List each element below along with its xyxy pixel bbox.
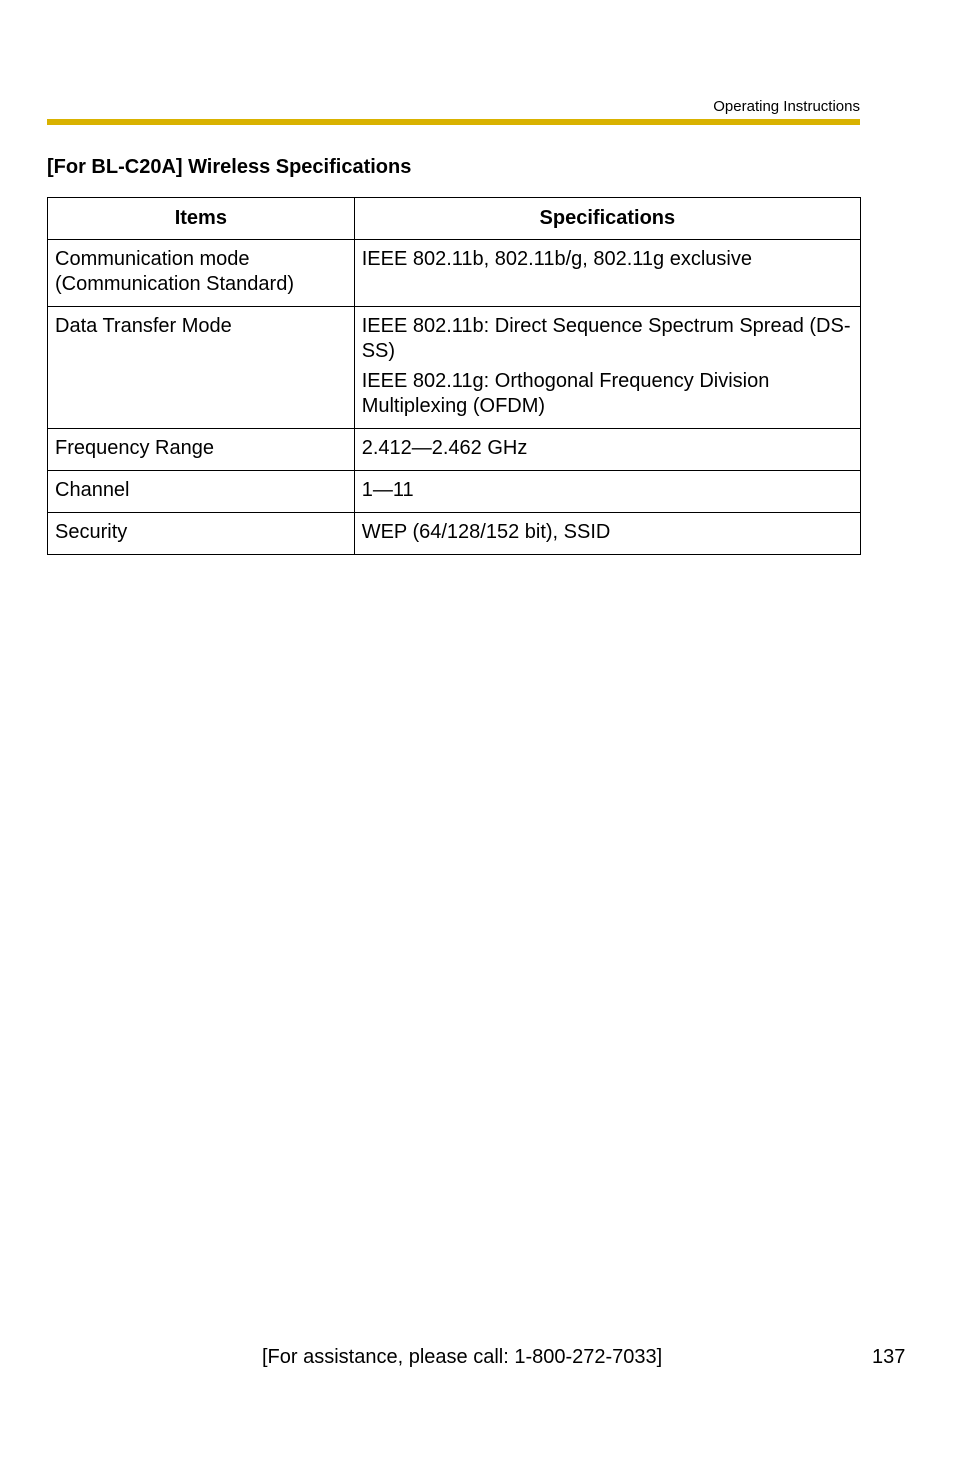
table-row [48,471,861,513]
item-cell [48,513,355,555]
item-cell [48,471,355,513]
item-text: Communication mode [55,248,250,270]
page-number: 137 [872,1346,906,1368]
spec-text: IEEE 802.11g: Orthogonal Frequency Division Multiplexing (OFDM) [361,370,770,417]
spec-cell [354,240,860,307]
spec-text: 1—11 [361,479,414,501]
spec-text: 2.412—2.462 GHz [361,437,528,459]
column-header-specifications: Specifications [354,198,860,240]
table-header-row [48,198,861,240]
item-text: (Communication Standard) [55,273,294,295]
item-text: Frequency Range [55,437,214,459]
running-header: Operating Instructions [713,98,860,115]
item-cell [48,429,355,471]
item-cell [48,240,355,307]
column-header-items: Items [48,198,355,240]
section-title: [For BL-C20A] Wireless Specifications [47,156,412,178]
spec-cell [354,429,860,471]
spec-text: IEEE 802.11b: Direct Sequence Spectrum Spread (DS-SS) [361,315,851,362]
table-row [48,240,861,307]
header-rule [47,119,860,125]
table-row [48,307,861,429]
item-text: Security [55,521,128,543]
spec-text: IEEE 802.11b, 802.11b/g, 802.11g exclusive [361,248,752,270]
table-row [48,429,861,471]
item-cell [48,307,355,429]
specifications-table [47,197,861,555]
assistance-footer: [For assistance, please call: 1-800-272-7033] [262,1346,663,1368]
spec-cell [354,307,860,429]
item-text: Channel [55,479,130,501]
item-text: Data Transfer Mode [55,315,232,337]
table-row [48,513,861,555]
spec-text: WEP (64/128/152 bit), SSID [361,521,611,543]
spec-cell [354,513,860,555]
spec-cell [354,471,860,513]
